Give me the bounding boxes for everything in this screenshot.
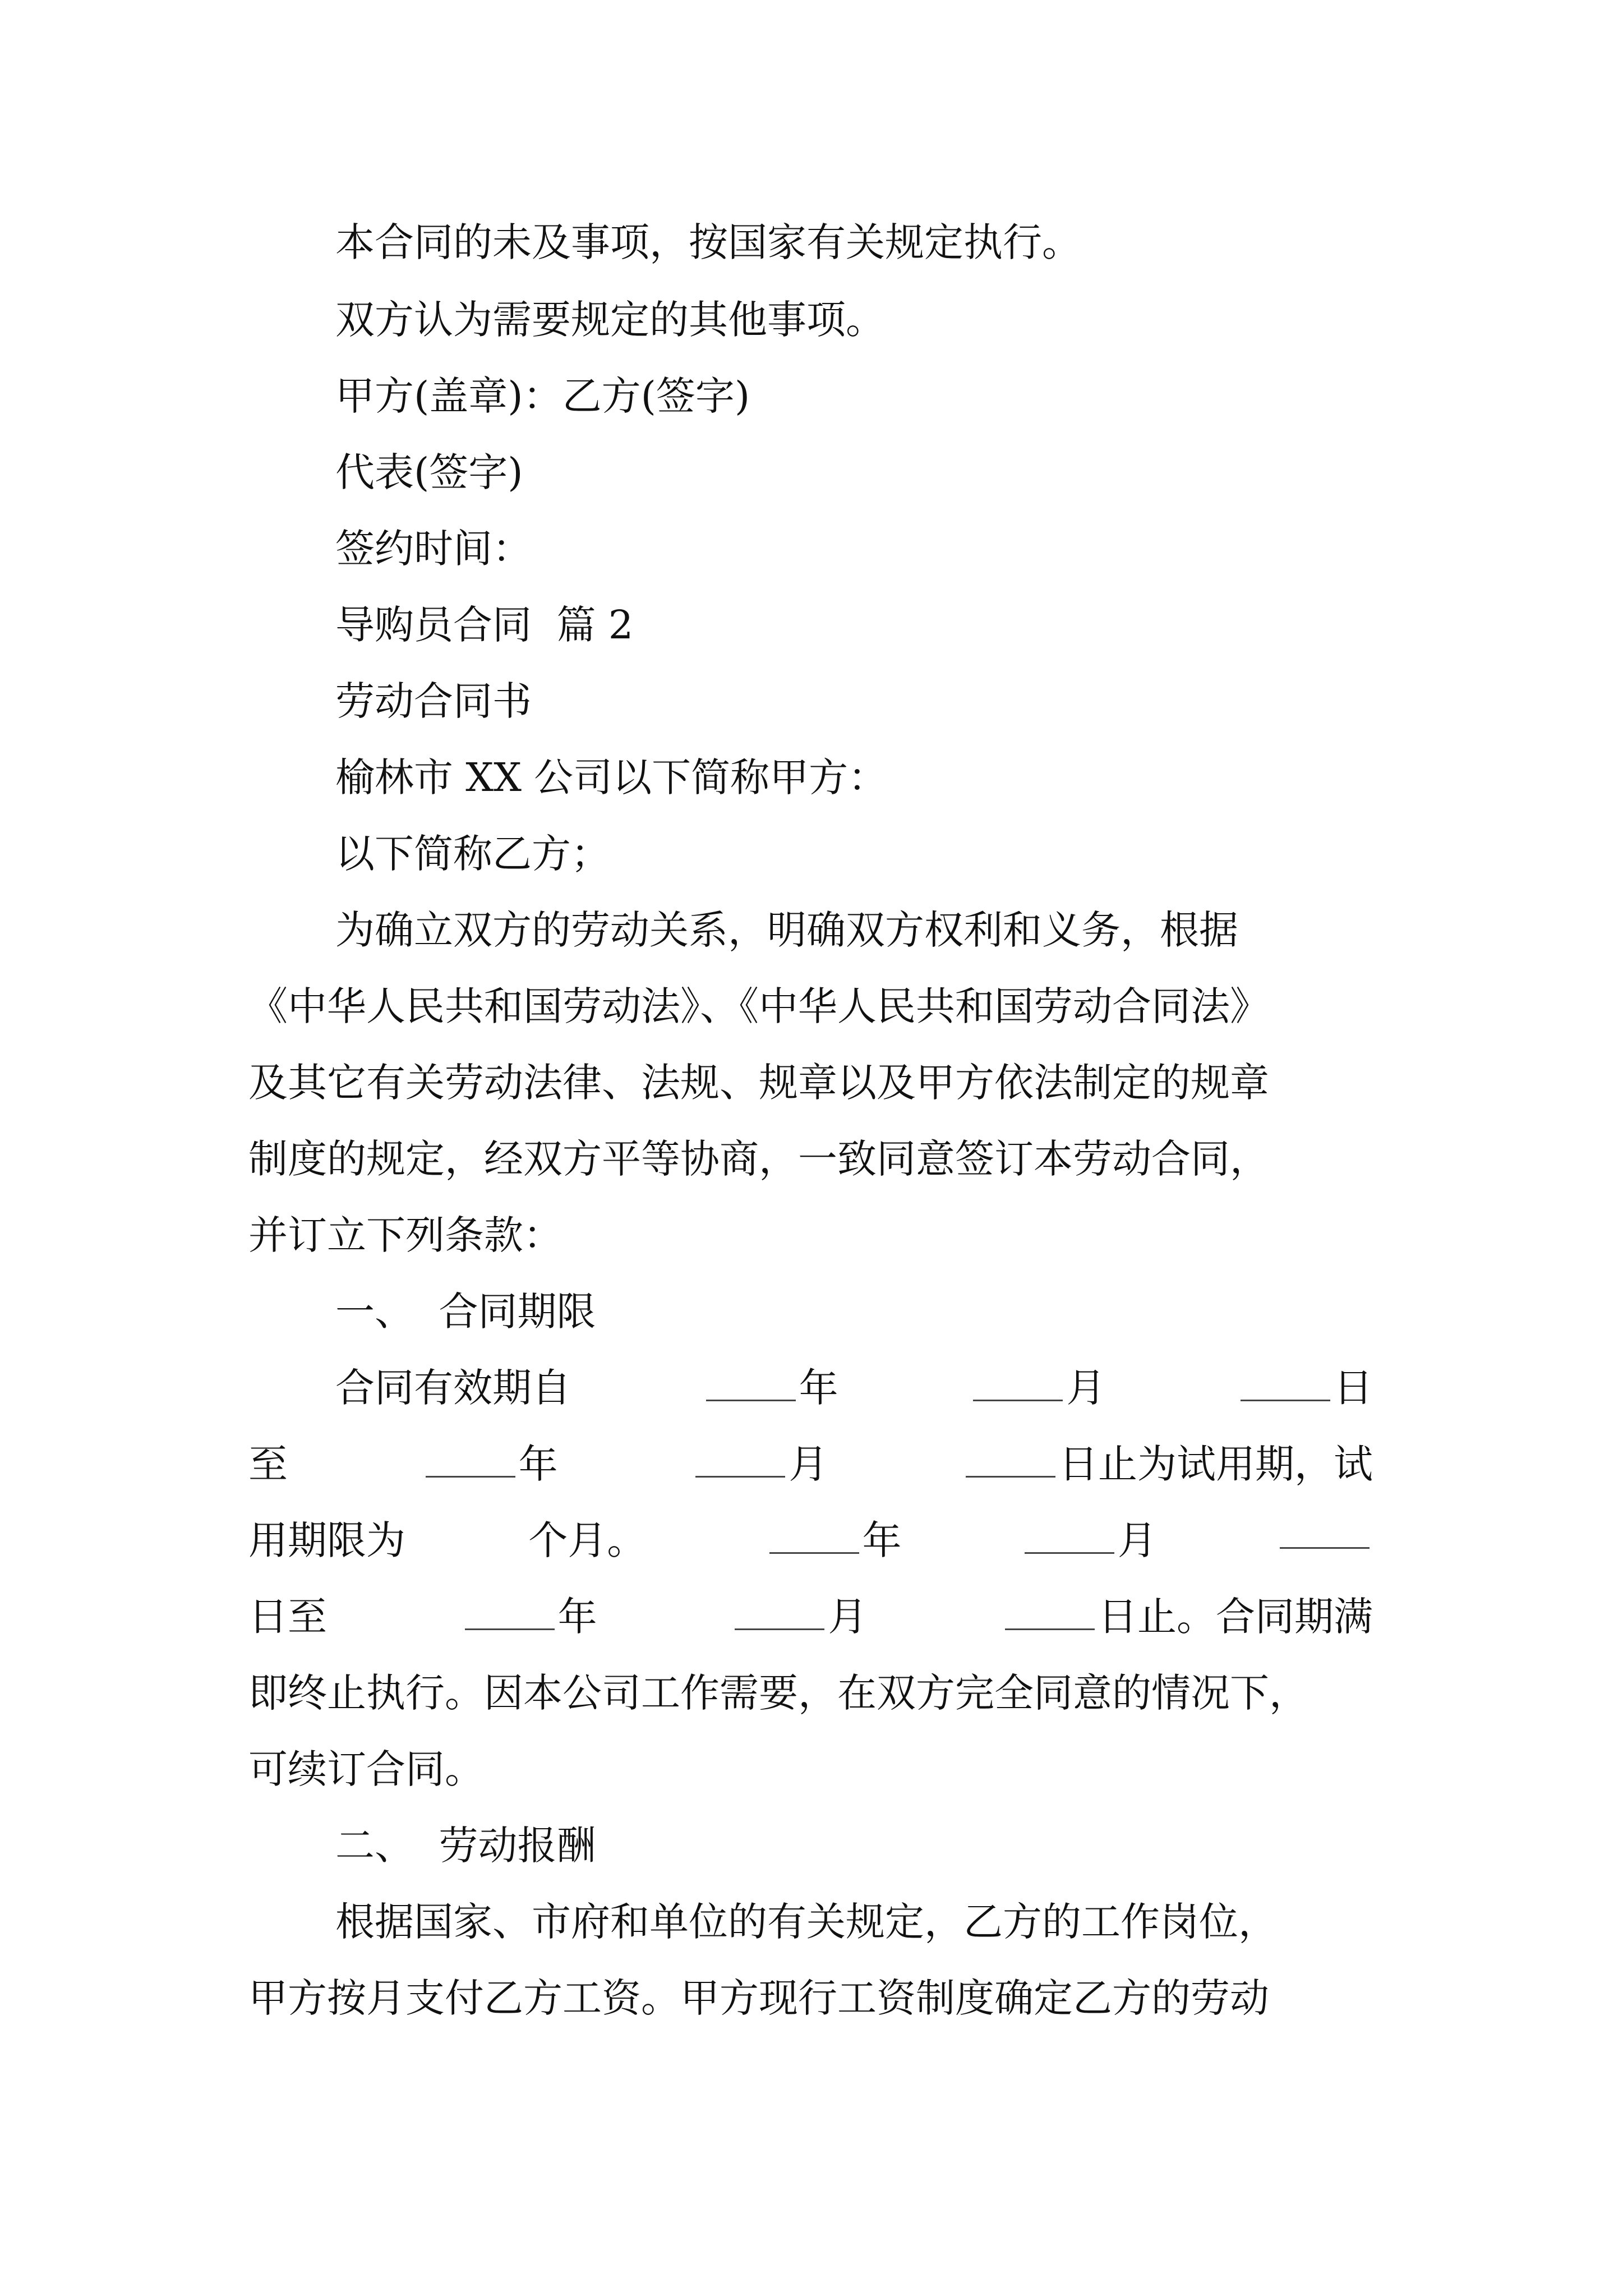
fill-blank[interactable] (973, 1365, 1063, 1401)
fill-blank[interactable] (465, 1594, 555, 1630)
fill-blank[interactable] (1005, 1594, 1095, 1630)
clause-heading: 二、 劳动报酬 (335, 1823, 596, 1869)
term-text: 月 (1117, 1517, 1157, 1563)
term-text: 日 (1333, 1365, 1373, 1411)
month-field (695, 1436, 828, 1492)
day-field (1280, 1512, 1373, 1568)
fill-blank[interactable] (966, 1441, 1055, 1478)
paragraph-line: 制度的规定，经双方平等协商，一致同意签订本劳动合同， (248, 1136, 1269, 1182)
day-field (966, 1436, 1373, 1492)
day-field (1241, 1360, 1373, 1416)
term-text: 个月。 (528, 1517, 647, 1563)
text-line: 本合同的未及事项，按国家有关规定执行。 (335, 219, 1081, 265)
term-text: 年 (862, 1517, 902, 1563)
term-text: 年 (557, 1594, 597, 1640)
term-text: 日至 (248, 1594, 327, 1640)
year-field (769, 1512, 902, 1568)
text-line: 代表(签字) (335, 449, 523, 495)
fill-blank[interactable] (769, 1517, 859, 1554)
paragraph-line: 并订立下列条款： (248, 1212, 562, 1258)
month-field (735, 1589, 867, 1645)
text-line: 甲方(盖章)：乙方(签字) (335, 373, 750, 419)
fill-blank[interactable] (706, 1365, 796, 1401)
term-line (248, 1436, 1373, 1492)
term-text: 用期限为 (248, 1517, 405, 1563)
fill-blank[interactable] (1241, 1365, 1330, 1401)
term-text: 月 (789, 1441, 828, 1487)
year-field (465, 1589, 597, 1645)
section-title: 导购员合同 篇 2 (335, 602, 634, 648)
fill-blank[interactable] (695, 1441, 785, 1478)
term-line (335, 1360, 1373, 1416)
party-a-line: 榆林市 XX 公司以下简称甲方： (335, 754, 888, 800)
year-field (426, 1436, 558, 1492)
year-field (706, 1360, 838, 1416)
contract-title: 劳动合同书 (335, 678, 532, 724)
party-b-line: 以下简称乙方； (335, 831, 610, 877)
term-text: 月 (828, 1594, 868, 1640)
text-line: 签约时间： (335, 526, 532, 572)
term-text: 日止为试用期，试 (1058, 1441, 1373, 1487)
term-text: 月 (1066, 1365, 1106, 1411)
paragraph-line: 根据国家、市府和单位的有关规定，乙方的工作岗位， (335, 1899, 1278, 1945)
paragraph-line: 及其它有关劳动法律、法规、规章以及甲方依法制定的规章 (248, 1060, 1269, 1106)
term-text: 年 (799, 1365, 838, 1411)
paragraph-line: 《中华人民共和国劳动法》、《中华人民共和国劳动合同法》 (248, 983, 1269, 1029)
term-text: 日止。合同期满 (1098, 1594, 1373, 1640)
paragraph-line: 甲方按月支付乙方工资。甲方现行工资制度确定乙方的劳动 (248, 1975, 1269, 2021)
paragraph-line: 为确立双方的劳动关系，明确双方权利和义务，根据 (335, 907, 1238, 953)
term-text: 年 (518, 1441, 558, 1487)
month-field (1025, 1512, 1157, 1568)
paragraph-line: 可续订合同。 (248, 1746, 484, 1792)
term-text: 合同有效期自 (335, 1365, 571, 1411)
fill-blank[interactable] (735, 1594, 824, 1630)
fill-blank[interactable] (1025, 1517, 1114, 1554)
day-field (1005, 1589, 1373, 1645)
clause-heading: 一、 合同期限 (335, 1289, 596, 1335)
term-line (248, 1512, 1373, 1568)
paragraph-line: 即终止执行。因本公司工作需要，在双方完全同意的情况下， (248, 1670, 1308, 1716)
term-text: 至 (248, 1441, 288, 1487)
fill-blank[interactable] (426, 1441, 515, 1478)
text-line: 双方认为需要规定的其他事项。 (335, 297, 885, 343)
month-field (973, 1360, 1105, 1416)
fill-blank[interactable] (1280, 1512, 1370, 1549)
term-line (248, 1589, 1373, 1645)
